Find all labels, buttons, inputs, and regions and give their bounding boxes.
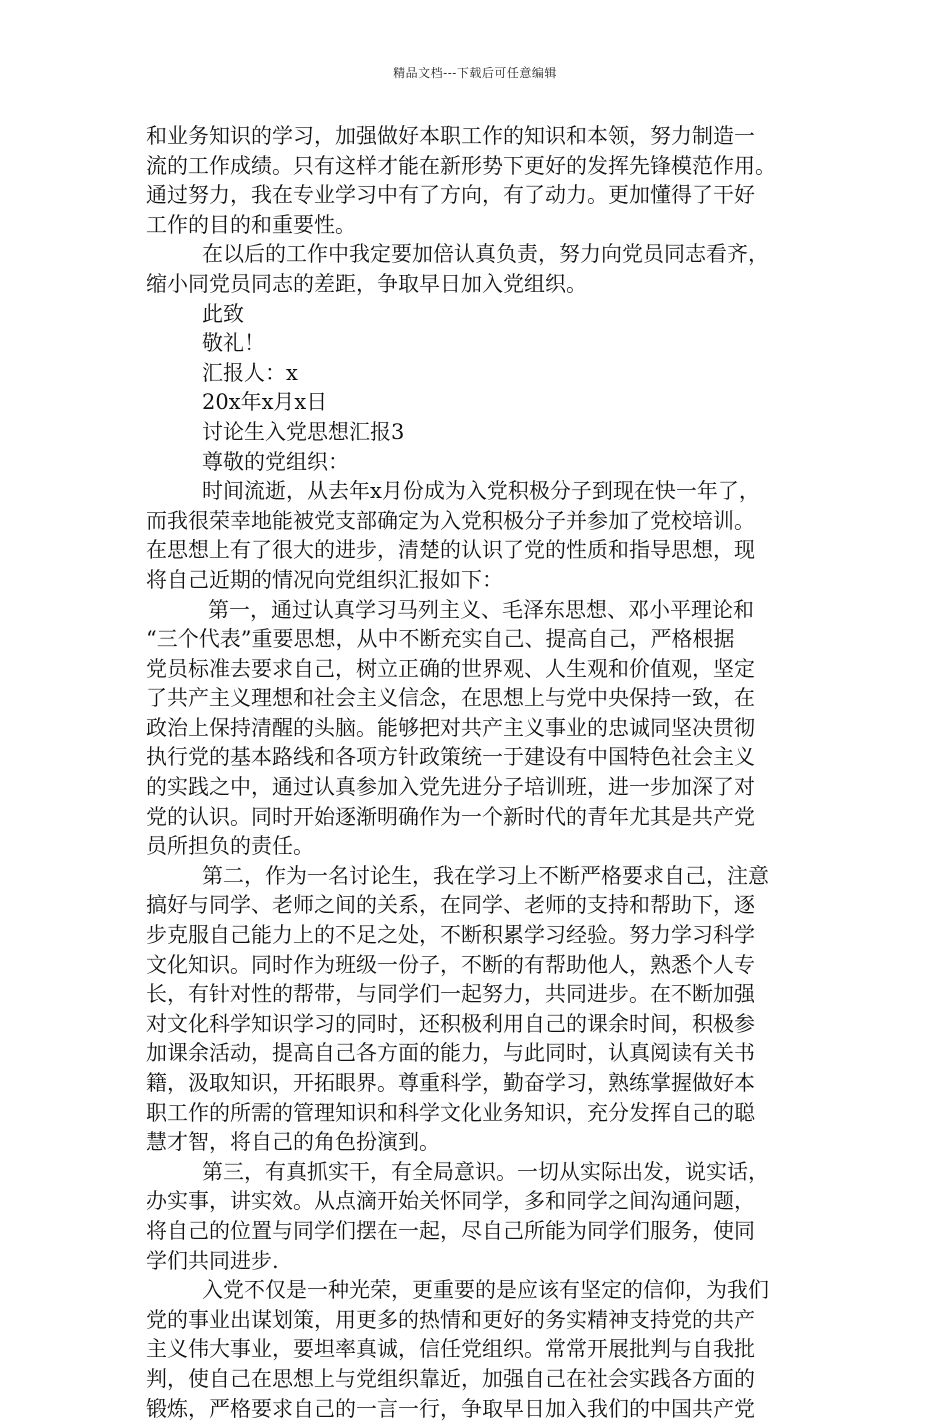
text-line: 学们共同进步. <box>146 1248 279 1273</box>
text-line: 的实践之中，通过认真参加入党先进分子培训班，进一步加深了对 <box>146 775 755 800</box>
text-line: 党员标准去要求自己，树立正确的世界观、人生观和价值观，坚定 <box>146 656 755 681</box>
text-line: 籍，汲取知识，开拓眼界。尊重科学，勤奋学习，熟练掌握做好本 <box>146 1071 755 1095</box>
text-line: “三个代表”重要思想，从中不断充实自己、提高自己，严格根据 <box>146 627 735 652</box>
text-line: 员所担负的责任。 <box>146 834 314 859</box>
text-line: 尊敬的党组织： <box>202 449 349 474</box>
text-line: 第三，有真抓实干，有全局意识。一切从实际出发，说实话， <box>202 1159 769 1184</box>
text-line: 缩小同党员同志的差距，争取早日加入党组织。 <box>146 271 587 296</box>
text-line: 长，有针对性的帮带，与同学们一起努力，共同进步。在不断加强 <box>146 982 755 1007</box>
text-line: 判，使自己在思想上与党组织靠近，加强自己在社会实践各方面的 <box>146 1366 755 1391</box>
text-line: 对文化科学知识学习的同时，还积极利用自己的课余时间，积极参 <box>146 1011 755 1036</box>
text-line: 在以后的工作中我定要加倍认真负责，努力向党员同志看齐， <box>202 242 769 267</box>
text-line: 20x年x月x日 <box>202 390 328 415</box>
text-line: 锻炼，严格要求自己的一言一行，争取早日加入我们的中国共产党 <box>146 1396 755 1421</box>
text-line: 搞好与同学、老师之间的关系，在同学、老师的支持和帮助下，逐 <box>146 893 755 918</box>
text-line: 第一，通过认真学习马列主义、毛泽东思想、邓小平理论和 <box>208 597 754 622</box>
text-line: 汇报人：x <box>202 360 298 385</box>
text-line: 此致 <box>202 301 244 326</box>
text-line: 流的工作成绩。只有这样才能在新形势下更好的发挥先锋模范作用。 <box>146 153 776 178</box>
text-line: 将自己的位置与同学们摆在一起，尽自己所能为同学们服务，使同 <box>146 1218 755 1243</box>
text-line: 执行党的基本路线和各项方针政策统一于建设有中国特色社会主义 <box>146 745 755 770</box>
text-line: 慧才智，将自己的角色扮演到。 <box>146 1130 440 1155</box>
text-line: 步克服自己能力上的不足之处，不断积累学习经验。努力学习科学 <box>146 923 755 948</box>
text-line: 敬礼！ <box>202 331 265 356</box>
text-line: 文化知识。同时作为班级一份子，不断的有帮助他人，熟悉个人专 <box>146 952 755 977</box>
text-line: 加课余活动，提高自己各方面的能力，与此同时，认真阅读有关书 <box>146 1041 755 1066</box>
text-line: 党的事业出谋划策，用更多的热情和更好的务实精神支持党的共产 <box>146 1307 755 1332</box>
text-line: 工作的目的和重要性。 <box>146 212 356 237</box>
text-line: 了共产主义理想和社会主义信念，在思想上与党中央保持一致，在 <box>146 686 755 711</box>
text-line: 政治上保持清醒的头脑。能够把对共产主义事业的忠诚同坚决贯彻 <box>146 715 755 740</box>
text-line: 党的认识。同时开始逐渐明确作为一个新时代的青年尤其是共产党 <box>146 804 755 829</box>
document-body <box>146 122 818 1424</box>
text-line: 通过努力，我在专业学习中有了方向，有了动力。更加懂得了干好 <box>146 183 755 208</box>
text-line: 职工作的所需的管理知识和科学文化业务知识，充分发挥自己的聪 <box>146 1100 755 1125</box>
text-line: 时间流逝，从去年x月份成为入党积极分子到现在快一年了， <box>202 479 760 504</box>
text-line: 入党不仅是一种光荣，更重要的是应该有坚定的信仰，为我们 <box>202 1278 769 1303</box>
text-line: 将自己近期的情况向党组织汇报如下： <box>146 567 503 592</box>
text-line: 在思想上有了很大的进步，清楚的认识了党的性质和指导思想，现 <box>146 538 755 563</box>
text-line: 和业务知识的学习，加强做好本职工作的知识和本领，努力制造一 <box>146 124 755 148</box>
text-line: 而我很荣幸地能被党支部确定为入党积极分子并参加了党校培训。 <box>146 508 755 533</box>
text-line: 主义伟大事业，要坦率真诚，信任党组织。常常开展批判与自我批 <box>146 1337 755 1362</box>
text-line: 第二，作为一名讨论生，我在学习上不断严格要求自己，注意 <box>202 863 769 888</box>
text-line: 办实事，讲实效。从点滴开始关怀同学，多和同学之间沟通问题， <box>146 1189 755 1214</box>
page-header: 精品文档---下载后可任意编辑 <box>393 66 557 80</box>
text-line: 讨论生入党思想汇报3 <box>202 419 405 444</box>
